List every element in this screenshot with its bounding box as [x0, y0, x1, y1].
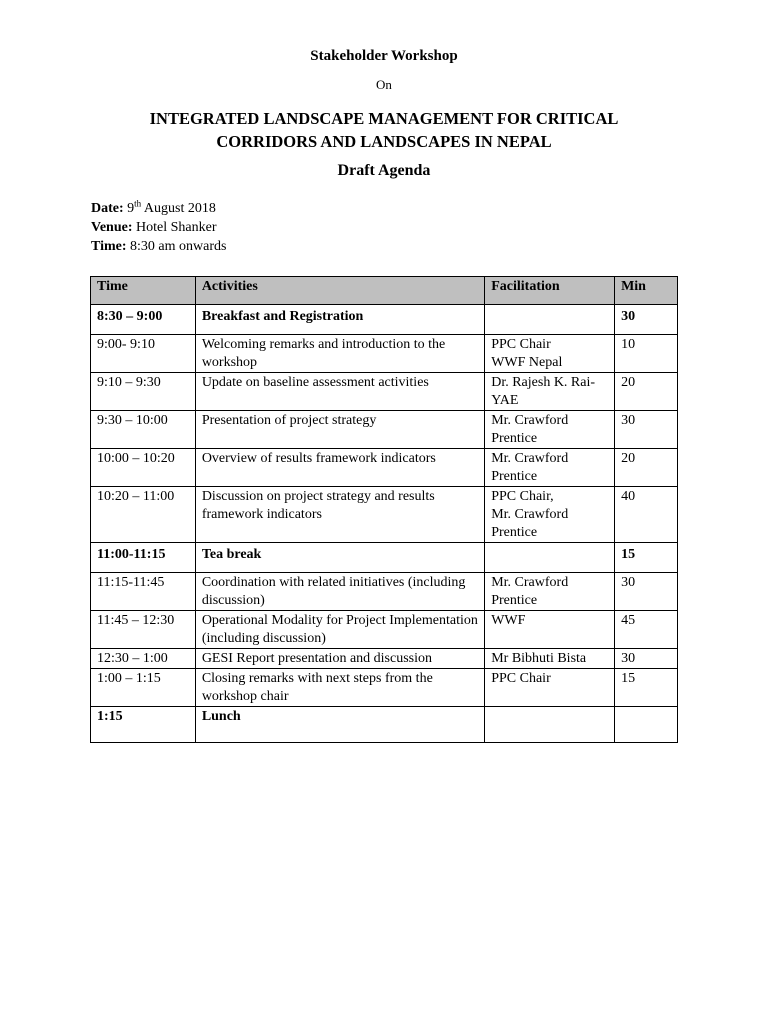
row-min: 30 — [615, 411, 678, 449]
table-row — [91, 487, 678, 543]
on-label: On — [376, 77, 392, 92]
header-time: Time — [91, 277, 196, 305]
row-activity: Lunch — [195, 707, 484, 743]
row-time: 9:30 – 10:00 — [91, 411, 196, 449]
row-time: 8:30 – 9:00 — [91, 305, 196, 335]
table-row — [91, 411, 678, 449]
row-time: 1:15 — [91, 707, 196, 743]
row-facilitation: Mr. Crawford Prentice — [485, 449, 615, 487]
row-time: 11:15-11:45 — [91, 573, 196, 611]
row-facilitation: Dr. Rajesh K. Rai-YAE — [485, 373, 615, 411]
row-activity: Breakfast and Registration — [195, 305, 484, 335]
table-row — [91, 611, 678, 649]
time-label: Time: — [91, 239, 127, 254]
header-activities: Activities — [195, 277, 484, 305]
row-min: 30 — [615, 649, 678, 669]
row-activity: GESI Report presentation and discussion — [195, 649, 484, 669]
row-min: 40 — [615, 487, 678, 543]
row-facilitation: Mr. Crawford Prentice — [485, 411, 615, 449]
row-min: 10 — [615, 335, 678, 373]
row-activity: Update on baseline assessment activities — [195, 373, 484, 411]
event-details — [91, 199, 226, 256]
row-time: 9:10 – 9:30 — [91, 373, 196, 411]
row-min: 45 — [615, 611, 678, 649]
table-row — [91, 543, 678, 573]
row-activity: Welcoming remarks and introduction to the workshop — [195, 335, 484, 373]
row-facilitation: Mr Bibhuti Bista — [485, 649, 615, 669]
row-activity: Closing remarks with next steps from the workshop chair — [195, 669, 484, 707]
row-time: 10:00 – 10:20 — [91, 449, 196, 487]
agenda-table — [90, 276, 678, 743]
table-row — [91, 707, 678, 743]
document-title — [0, 107, 768, 153]
time-value: 8:30 am onwards — [130, 239, 227, 254]
date-line — [91, 199, 226, 218]
table-row — [91, 449, 678, 487]
date-suffix: th — [134, 198, 142, 209]
header-min: Min — [615, 277, 678, 305]
table-header-row — [91, 277, 678, 305]
row-time: 1:00 – 1:15 — [91, 669, 196, 707]
row-min: 20 — [615, 373, 678, 411]
row-facilitation — [485, 305, 615, 335]
row-min: 20 — [615, 449, 678, 487]
row-activity: Tea break — [195, 543, 484, 573]
row-min: 15 — [615, 543, 678, 573]
row-min — [615, 707, 678, 743]
table-row — [91, 335, 678, 373]
row-min: 30 — [615, 573, 678, 611]
row-activity: Coordination with related initiatives (including discussion) — [195, 573, 484, 611]
time-line — [91, 237, 226, 256]
row-time: 10:20 – 11:00 — [91, 487, 196, 543]
workshop-heading: Stakeholder Workshop — [310, 48, 458, 64]
row-activity: Overview of results framework indicators — [195, 449, 484, 487]
date-rest: August 2018 — [143, 201, 216, 216]
row-facilitation — [485, 707, 615, 743]
row-activity: Operational Modality for Project Implementation (including discussion) — [195, 611, 484, 649]
header-facilitation: Facilitation — [485, 277, 615, 305]
row-facilitation: PPC Chair — [485, 669, 615, 707]
row-min: 15 — [615, 669, 678, 707]
row-facilitation: PPC Chair WWF Nepal — [485, 335, 615, 373]
row-time: 11:00-11:15 — [91, 543, 196, 573]
row-facilitation: WWF — [485, 611, 615, 649]
row-time: 11:45 – 12:30 — [91, 611, 196, 649]
document-subtitle: Draft Agenda — [337, 162, 431, 179]
row-activity: Presentation of project strategy — [195, 411, 484, 449]
row-facilitation: PPC Chair, Mr. Crawford Prentice — [485, 487, 615, 543]
row-min: 30 — [615, 305, 678, 335]
table-row — [91, 669, 678, 707]
venue-label: Venue: — [91, 220, 133, 235]
title-line-1: INTEGRATED LANDSCAPE MANAGEMENT FOR CRITICAL — [149, 109, 619, 128]
table-row — [91, 373, 678, 411]
venue-value: Hotel Shanker — [136, 220, 217, 235]
row-activity: Discussion on project strategy and results framework indicators — [195, 487, 484, 543]
date-day: 9 — [127, 201, 135, 216]
table-row — [91, 573, 678, 611]
venue-line — [91, 218, 226, 237]
table-row — [91, 649, 678, 669]
title-line-2: CORRIDORS AND LANDSCAPES IN NEPAL — [216, 132, 552, 151]
row-facilitation — [485, 543, 615, 573]
table-row — [91, 305, 678, 335]
row-time: 12:30 – 1:00 — [91, 649, 196, 669]
row-facilitation: Mr. Crawford Prentice — [485, 573, 615, 611]
agenda-rows — [91, 305, 678, 743]
date-label: Date: — [91, 201, 124, 216]
row-time: 9:00- 9:10 — [91, 335, 196, 373]
